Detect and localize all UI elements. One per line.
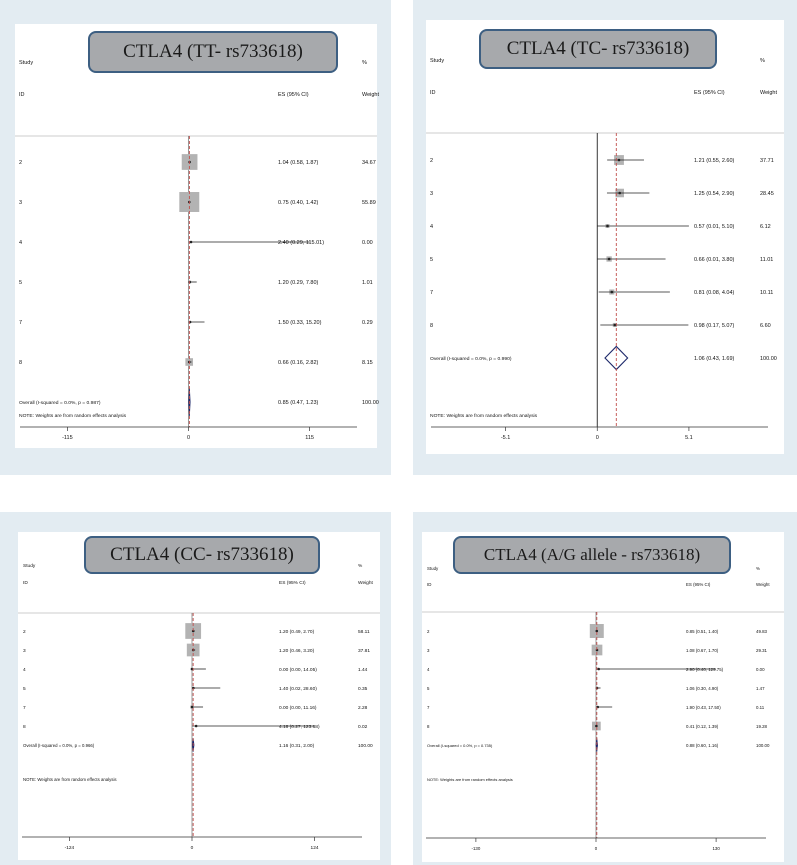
header-es-ci: ES (95% CI): [686, 582, 711, 587]
x-tick-label: -115: [62, 435, 73, 441]
es-ci-label: 2.40 (0.29, 115.01): [278, 240, 325, 246]
forest-plot-svg-tt: [15, 24, 380, 448]
weight-label: 34.67: [362, 160, 376, 166]
study-id: 7: [427, 705, 430, 710]
study-id: 2: [23, 630, 26, 635]
study-id: 4: [430, 224, 434, 230]
weight-label: 1.47: [756, 686, 765, 691]
es-ci-label: 4.18 (0.27, 123.68): [279, 725, 320, 730]
weight-label: 6.60: [760, 323, 771, 329]
es-ci-label: 0.81 (0.08, 4.04): [694, 290, 735, 296]
header-percent: %: [362, 60, 367, 66]
es-ci-label: 1.25 (0.54, 2.90): [694, 191, 735, 197]
study-id: 3: [23, 649, 26, 654]
es-ci-label: 1.50 (0.33, 15.20): [278, 320, 322, 326]
study-id: 5: [430, 257, 434, 263]
weight-label: 2.28: [358, 706, 368, 711]
study-id: 5: [19, 280, 23, 286]
es-ci-label: 0.00 (0.00, 14.05): [279, 668, 317, 673]
header-percent: %: [358, 564, 363, 569]
point-estimate: [608, 258, 611, 261]
header-es-ci: ES (95% CI): [279, 581, 306, 586]
header-id: ID: [23, 581, 28, 586]
point-estimate: [618, 159, 621, 162]
study-id: 5: [427, 686, 430, 691]
weight-label: 6.12: [760, 224, 771, 230]
study-id: 8: [19, 360, 23, 366]
forest-plot-svg-ag: [422, 532, 784, 862]
weight-label: 0.00: [756, 667, 765, 672]
x-tick-label: 0: [595, 435, 599, 441]
forest-plot-cc: [18, 532, 380, 860]
weight-label: 10.11: [760, 290, 774, 296]
weight-label: 55.89: [362, 200, 376, 206]
study-id: 8: [23, 725, 26, 730]
study-id: 5: [23, 687, 26, 692]
point-estimate: [597, 668, 600, 671]
header-es-ci: ES (95% CI): [278, 92, 309, 98]
study-id: 7: [23, 706, 26, 711]
title-badge-cc: CTLA4 (CC- rs733618): [84, 536, 320, 574]
study-id: 7: [19, 320, 23, 326]
weight-label: 0.11: [756, 705, 765, 710]
forest-plot-ag: [422, 532, 784, 862]
point-estimate: [195, 725, 198, 728]
point-estimate: [618, 192, 621, 195]
point-estimate: [190, 241, 193, 244]
header-weight: Weight: [358, 581, 373, 586]
study-id: 3: [427, 648, 430, 653]
overall-weight: 100.00: [362, 400, 379, 406]
weight-label: 0.29: [362, 320, 373, 326]
weight-label: 0.35: [358, 687, 368, 692]
overall-label: Overall (I-squared = 0.0%, p = 0.966): [23, 743, 95, 748]
weight-label: 49.83: [756, 629, 767, 634]
weight-label: 0.02: [358, 725, 368, 730]
es-ci-label: 0.41 (0.12, 1.39): [686, 724, 719, 729]
panel-cc: [0, 512, 391, 865]
x-tick-label: 124: [310, 846, 319, 851]
es-ci-label: 1.06 (0.30, 4.90): [686, 686, 719, 691]
study-id: 7: [430, 290, 434, 296]
overall-weight: 100.00: [358, 744, 373, 749]
panel-ag: [413, 512, 797, 865]
overall-label: Overall (I-squared = 0.0%, p = 0.735): [427, 743, 493, 748]
note-text: NOTE: Weights are from random effects analysis: [427, 777, 513, 783]
study-id: 2: [19, 160, 23, 166]
study-id: 4: [19, 240, 23, 246]
weight-label: 37.71: [760, 158, 774, 164]
weight-label: 58.11: [358, 630, 370, 635]
es-ci-label: 0.00 (0.00, 11.16): [279, 706, 317, 711]
weight-label: 37.81: [358, 649, 371, 654]
weight-label: 1.01: [362, 280, 373, 286]
study-id: 8: [430, 323, 434, 329]
x-tick-label: 0: [594, 846, 598, 851]
study-id: 3: [19, 200, 23, 206]
overall-es-ci: 0.88 (0.60, 1.16): [686, 743, 719, 748]
x-tick-label: -130: [471, 846, 481, 851]
header-study: Study: [430, 58, 445, 64]
point-estimate: [595, 630, 598, 633]
header-id: ID: [430, 90, 436, 96]
forest-plot-svg-tc: [426, 20, 784, 454]
title-badge-tt: CTLA4 (TT- rs733618): [88, 31, 338, 73]
x-tick-label: 115: [305, 435, 314, 441]
weight-label: 29.31: [756, 648, 767, 653]
study-id: 2: [430, 158, 434, 164]
note-text: NOTE: Weights are from random effects analysis: [23, 777, 117, 783]
header-percent: %: [760, 58, 765, 64]
es-ci-label: 0.66 (0.01, 3.80): [694, 257, 735, 263]
study-id: 4: [23, 668, 26, 673]
study-id: 8: [427, 724, 430, 729]
es-ci-label: 1.20 (0.46, 3.20): [279, 649, 315, 654]
overall-es-ci: 1.16 (0.31, 2.00): [279, 744, 315, 749]
title-badge-tc: CTLA4 (TC- rs733618): [479, 29, 717, 69]
x-tick-label: 0: [190, 846, 194, 851]
note-text: NOTE: Weights are from random effects analysis: [430, 414, 538, 419]
es-ci-label: 1.20 (0.29, 7.80): [278, 280, 319, 286]
header-weight: Weight: [756, 582, 770, 587]
es-ci-label: 0.85 (0.51, 1.40): [686, 629, 719, 634]
header-study: Study: [427, 566, 439, 571]
header-id: ID: [19, 92, 25, 98]
weight-label: 0.00: [362, 240, 373, 246]
header-es-ci: ES (95% CI): [694, 90, 725, 96]
header-study: Study: [23, 564, 36, 569]
point-estimate: [595, 725, 598, 728]
header-weight: Weight: [362, 92, 380, 98]
point-estimate: [606, 225, 609, 228]
overall-es-ci: 1.06 (0.43, 1.69): [694, 356, 735, 362]
overall-label: Overall (I-squared = 0.0%, p = 0.987): [19, 401, 101, 406]
study-id: 2: [427, 629, 430, 634]
es-ci-label: 0.57 (0.01, 5.10): [694, 224, 735, 230]
overall-label: Overall (I-squared = 0.0%, p = 0.990): [430, 357, 512, 362]
panel-tc: [413, 0, 797, 475]
weight-label: 19.28: [756, 724, 767, 729]
overall-weight: 100.00: [756, 743, 770, 748]
x-tick-label: -5.1: [500, 435, 511, 441]
forest-plot-tt: [15, 24, 380, 448]
es-ci-label: 1.21 (0.55, 2.60): [694, 158, 735, 164]
weight-label: 8.15: [362, 360, 373, 366]
es-ci-label: 1.08 (0.67, 1.70): [686, 648, 719, 653]
es-ci-label: 0.75 (0.40, 1.42): [278, 200, 319, 206]
point-estimate: [614, 324, 617, 327]
panel-tt: [0, 0, 391, 475]
overall-es-ci: 0.85 (0.47, 1.23): [278, 400, 319, 406]
overall-weight: 100.00: [760, 356, 777, 362]
weight-label: 1.44: [358, 668, 368, 673]
point-estimate: [611, 291, 614, 294]
header-id: ID: [427, 582, 432, 587]
es-ci-label: 0.98 (0.17, 5.07): [694, 323, 735, 329]
x-tick-label: 5.1: [685, 435, 693, 441]
weight-label: 11.01: [760, 257, 774, 263]
es-ci-label: 1.90 (0.43, 17.50): [686, 705, 721, 710]
forest-plot-svg-cc: [18, 532, 380, 860]
es-ci-label: 1.04 (0.58, 1.87): [278, 160, 319, 166]
study-id: 3: [430, 191, 434, 197]
x-tick-label: -124: [64, 846, 75, 851]
study-id: 4: [427, 667, 430, 672]
es-ci-label: 1.20 (0.49, 2.70): [279, 630, 315, 635]
title-badge-ag: CTLA4 (A/G allele - rs733618): [453, 536, 731, 574]
x-tick-label: 0: [186, 435, 191, 441]
header-weight: Weight: [760, 90, 778, 96]
header-percent: %: [756, 566, 760, 571]
es-ci-label: 1.40 (0.02, 28.60): [279, 687, 317, 692]
header-study: Study: [19, 60, 34, 66]
note-text: NOTE: Weights are from random effects analysis: [19, 414, 127, 419]
x-tick-label: 130: [712, 846, 720, 851]
forest-plot-tc: [426, 20, 784, 454]
point-estimate: [191, 706, 194, 709]
es-ci-label: 2.90 (0.40, 129.75): [686, 667, 724, 672]
es-ci-label: 0.66 (0.16, 2.82): [278, 360, 319, 366]
weight-label: 28.45: [760, 191, 774, 197]
